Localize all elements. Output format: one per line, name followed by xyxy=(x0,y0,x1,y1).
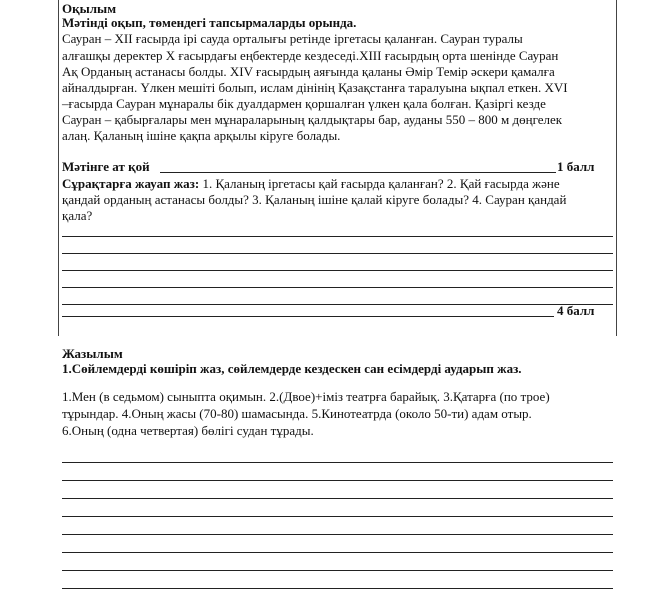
right-border xyxy=(616,0,617,336)
title-answer-line[interactable] xyxy=(160,172,556,173)
left-border xyxy=(58,0,59,336)
writing-answer-line[interactable] xyxy=(62,498,613,499)
answer-line[interactable] xyxy=(62,287,613,288)
writing-task: 1.Сөйлемдерді көшіріп жаз, сөйлемдерде кездескен сан есімдерді аударып жаз. xyxy=(62,361,522,376)
passage-line: Сауран – қабырғалары мен мұнараларының қалдықтары бар, ауданы 550 – 800 м дөңгелек xyxy=(62,112,563,127)
writing-answer-line[interactable] xyxy=(62,516,613,517)
answer-line[interactable] xyxy=(62,236,613,237)
sentence-line: тұрындар. 4.Оның жасы (70-80) шамасында. 5.Кинотеатрда (около 50-ти) адам отыр. xyxy=(62,406,532,421)
writing-answer-line[interactable] xyxy=(62,480,613,481)
title-task-label: Мәтінге ат қой xyxy=(62,159,150,174)
writing-answer-line[interactable] xyxy=(62,534,613,535)
writing-answer-line[interactable] xyxy=(62,552,613,553)
questions-line-2: қандай орданың астанасы болды? 3. Қаланың ішіне қалай кіруге болады? 4. Сауран қандай xyxy=(62,192,567,207)
answer-line-last[interactable] xyxy=(62,316,554,317)
sentence-line: 1.Мен (в седьмом) сыныпта оқимын. 2.(Двое)+іміз театрға барайық. 3.Қатарға (по трое) xyxy=(62,389,550,404)
passage-line: алаң. Қаланың ішіне қақпа арқылы кіруге болады. xyxy=(62,128,341,143)
passage-line: Сауран – XII ғасырда ірі сауда орталығы ретінде іргетасы қаланған. Сауран туралы xyxy=(62,31,523,46)
passage-line: айналдырған. Үлкен мешіті болып, ислам дінінің Қазақстанға таралуына ықпал еткен. XVI xyxy=(62,80,568,95)
writing-answer-line[interactable] xyxy=(62,462,613,463)
questions-line-3: қала? xyxy=(62,208,93,223)
reading-heading: Оқылым xyxy=(62,1,117,16)
answer-line[interactable] xyxy=(62,304,613,305)
answer-line[interactable] xyxy=(62,270,613,271)
writing-heading: Жазылым xyxy=(62,346,123,361)
writing-answer-line[interactable] xyxy=(62,570,613,571)
answer-line[interactable] xyxy=(62,253,613,254)
passage-line: –ғасырда Сауран мұнаралы бік дуалдармен қоршалған үлкен қала болған. Қазіргі кезде xyxy=(62,96,546,111)
questions-label: Сұрақтарға жауап жаз: xyxy=(62,176,200,191)
questions-text: 1. Қаланың іргетасы қай ғасырда қаланған? 2. Қай ғасырда және xyxy=(199,176,560,191)
writing-answer-line[interactable] xyxy=(62,588,613,589)
passage-line: Ақ Орданың астанасы болды. XIV ғасырдың аяғында қаланы Әмір Темір әскери қамалға xyxy=(62,64,555,79)
questions-score: 4 балл xyxy=(557,303,595,318)
passage-line: алғашқы деректер X ғасырдағы еңбектерде кездеседі.XIII ғасырдың орта шенінде Сауран xyxy=(62,48,559,63)
questions-line-1 xyxy=(62,176,560,192)
sentence-line: 6.Оның (одна четвертая) бөлігі судан тұрады. xyxy=(62,423,314,438)
title-task-score: 1 балл xyxy=(557,159,595,174)
reading-instruction: Мәтінді оқып, төмендегі тапсырмаларды орында. xyxy=(62,15,357,30)
